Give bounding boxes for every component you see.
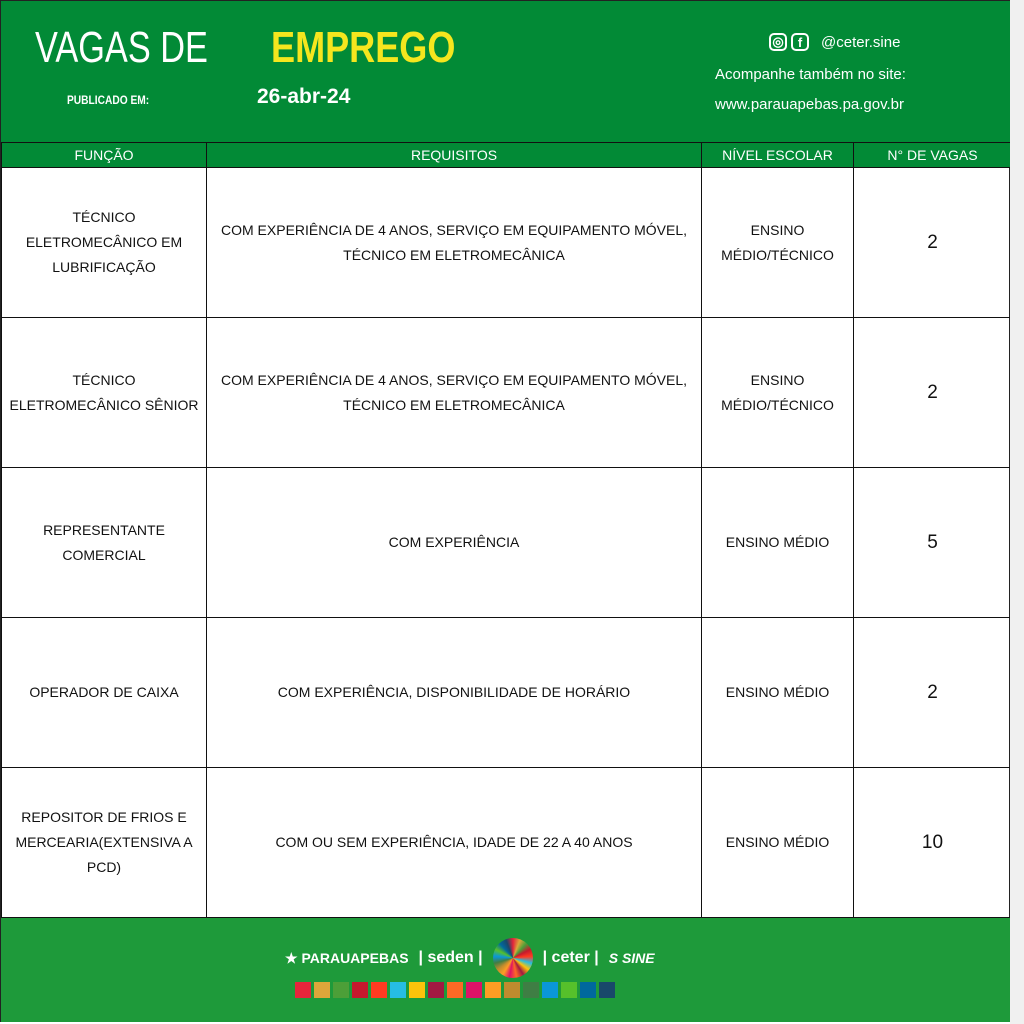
cell-requisitos: COM EXPERIÊNCIA bbox=[207, 468, 702, 618]
cell-funcao: OPERADOR DE CAIXA bbox=[2, 618, 207, 768]
cell-nivel: ENSINO MÉDIO bbox=[702, 618, 854, 768]
table-row bbox=[2, 768, 1012, 918]
scrollbar[interactable] bbox=[1010, 0, 1024, 1024]
desenvolve-logo bbox=[493, 938, 533, 978]
cell-vagas: 5 bbox=[854, 468, 1012, 618]
cell-requisitos: COM EXPERIÊNCIA DE 4 ANOS, SERVIÇO EM EQUIPAMENTO MÓVEL, TÉCNICO EM ELETROMECÂNICA bbox=[207, 318, 702, 468]
cell-nivel: ENSINO MÉDIO/TÉCNICO bbox=[702, 318, 854, 468]
cell-funcao: REPRESENTANTE COMERCIAL bbox=[2, 468, 207, 618]
cell-vagas: 2 bbox=[854, 318, 1012, 468]
partner-logos bbox=[285, 938, 655, 978]
cell-requisitos: COM OU SEM EXPERIÊNCIA, IDADE DE 22 A 40 ANOS bbox=[207, 768, 702, 918]
cell-nivel: ENSINO MÉDIO bbox=[702, 468, 854, 618]
social bbox=[769, 33, 900, 51]
social-handle: @ceter.sine bbox=[821, 33, 901, 51]
cell-vagas: 2 bbox=[854, 168, 1012, 318]
cell-nivel: ENSINO MÉDIO/TÉCNICO bbox=[702, 168, 854, 318]
table-row bbox=[2, 468, 1012, 618]
site-url: www.parauapebas.pa.gov.br bbox=[715, 96, 905, 113]
table-row bbox=[2, 318, 1012, 468]
ceter-logo: | ceter | bbox=[542, 949, 599, 966]
title-left: VAGAS DE bbox=[35, 23, 208, 72]
footer bbox=[1, 918, 1011, 1022]
col-vagas: N° DE VAGAS bbox=[854, 143, 1012, 168]
cell-nivel: ENSINO MÉDIO bbox=[702, 768, 854, 918]
cell-vagas: 10 bbox=[854, 768, 1012, 918]
cell-vagas: 2 bbox=[854, 618, 1012, 768]
cell-requisitos: COM EXPERIÊNCIA, DISPONIBILIDADE DE HORÁRIO bbox=[207, 618, 702, 768]
col-nivel: NÍVEL ESCOLAR bbox=[702, 143, 854, 168]
header bbox=[1, 1, 1011, 142]
jobs-table bbox=[1, 142, 1012, 918]
cell-funcao: TÉCNICO ELETROMECÂNICO SÊNIOR bbox=[2, 318, 207, 468]
instagram-icon: ◎ bbox=[769, 33, 787, 51]
title-right: EMPREGO bbox=[271, 23, 456, 72]
cell-funcao: TÉCNICO ELETROMECÂNICO EM LUBRIFICAÇÃO bbox=[2, 168, 207, 318]
col-funcao: FUNÇÃO bbox=[2, 143, 207, 168]
cell-funcao: REPOSITOR DE FRIOS E MERCEARIA(EXTENSIVA A PCD) bbox=[2, 768, 207, 918]
table-row bbox=[2, 618, 1012, 768]
site-label: Acompanhe também no site: bbox=[715, 66, 906, 83]
seden-logo: | seden | bbox=[418, 949, 483, 966]
sine-logo: S SINE bbox=[608, 950, 655, 966]
facebook-icon: f bbox=[791, 33, 809, 51]
published-date: 26-abr-24 bbox=[257, 85, 351, 108]
sdg-icons bbox=[295, 982, 615, 998]
published-label: PUBLICADO EM: bbox=[67, 93, 150, 107]
parauapebas-logo: ★ PARAUAPEBAS bbox=[285, 949, 409, 966]
col-requisitos: REQUISITOS bbox=[207, 143, 702, 168]
table-row bbox=[2, 168, 1012, 318]
cell-requisitos: COM EXPERIÊNCIA DE 4 ANOS, SERVIÇO EM EQUIPAMENTO MÓVEL, TÉCNICO EM ELETROMECÂNICA bbox=[207, 168, 702, 318]
